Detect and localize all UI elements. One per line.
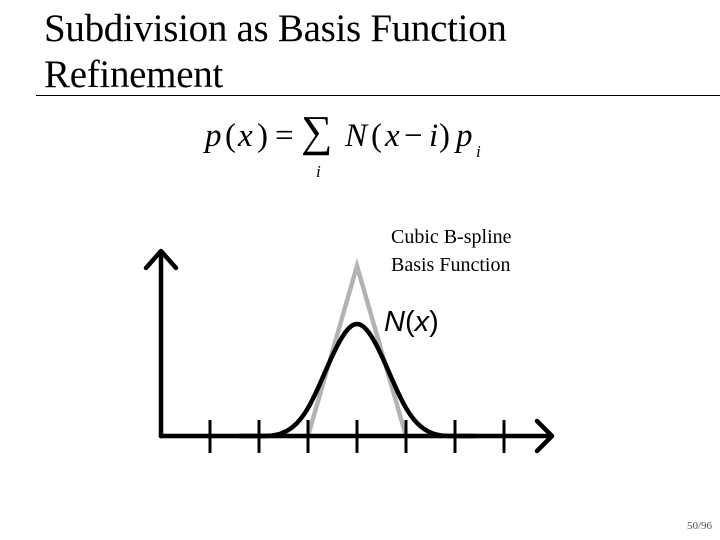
summation-index: i — [316, 162, 321, 181]
slide-title-line-2: Refinement — [44, 53, 223, 96]
formula-close-paren: ) — [257, 118, 268, 154]
formula-equals: = — [275, 118, 294, 154]
linear-hat-function — [160, 266, 500, 436]
bspline-caption — [391, 223, 591, 279]
summation-symbol: ∑ — [301, 107, 333, 156]
formula-p: p — [205, 118, 222, 154]
curve-label-close-paren: ) — [429, 306, 439, 338]
formula-subscript-i: i — [476, 142, 481, 161]
axes — [146, 251, 552, 451]
curve-label-open-paren: ( — [404, 306, 415, 338]
formula-close-paren-2: ) — [439, 118, 450, 154]
curve-label-x: x — [414, 306, 430, 338]
curve-label — [384, 306, 439, 339]
formula-open-paren: ( — [225, 118, 236, 154]
formula-open-paren-2: ( — [371, 118, 382, 154]
page-number: 50/96 — [686, 520, 712, 532]
formula-p-2: p — [456, 118, 473, 154]
slide-title-line-1: Subdivision as Basis Function — [44, 7, 507, 50]
formula-x: x — [238, 118, 253, 154]
formula-i: i — [429, 118, 439, 154]
formula-N: N — [345, 118, 368, 154]
caption-line-1: Cubic B-spline — [391, 226, 512, 248]
caption-line-2: Basis Function — [391, 254, 511, 276]
formula-x-2: x — [385, 118, 400, 154]
formula-minus: − — [404, 118, 423, 154]
cubic-bspline-curve — [239, 324, 474, 436]
curve-label-N: N — [384, 306, 405, 338]
